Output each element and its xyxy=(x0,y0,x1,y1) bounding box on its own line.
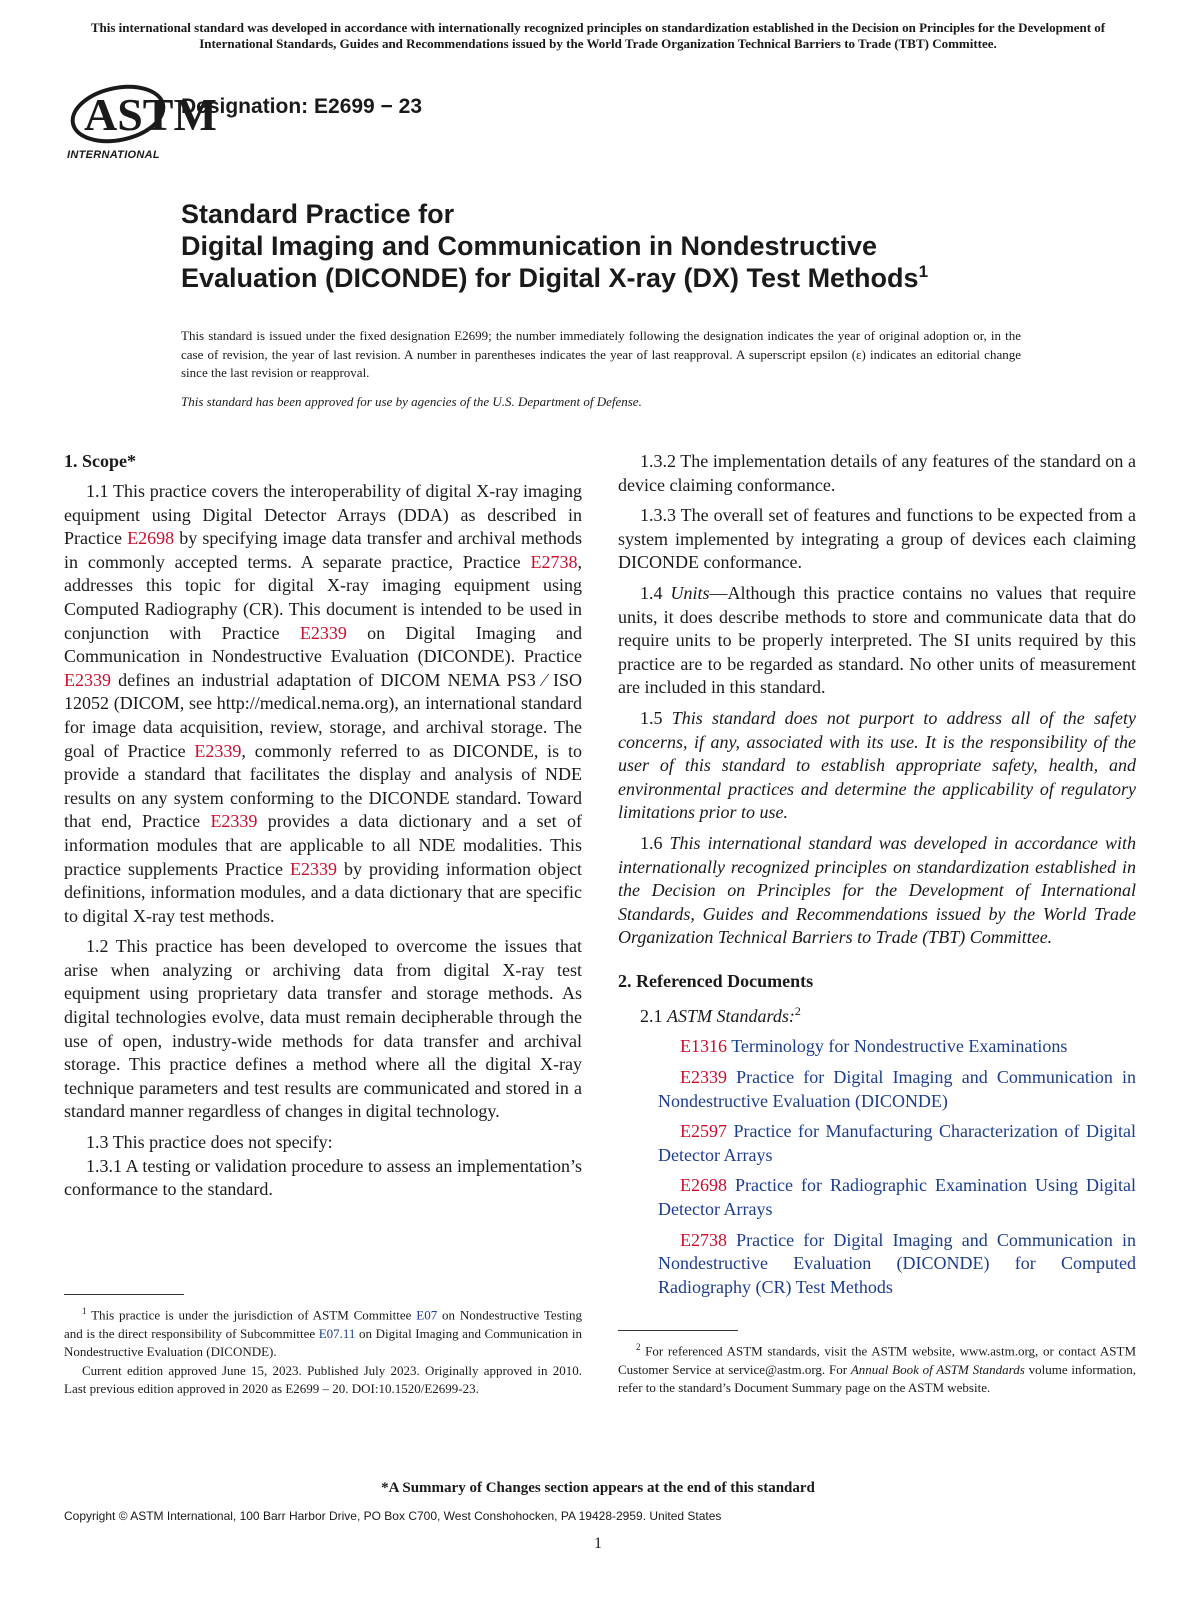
scope-heading: 1. Scope* xyxy=(64,451,136,471)
para-1-3: 1.3 This practice does not specify: xyxy=(86,1132,333,1153)
page-number: 1 xyxy=(594,1535,602,1552)
reference-item[interactable]: E2738 Practice for Digital Imaging and Communication in Nondestructive Evaluation (DICONDE) for Computed Radiography (CR) Test Methods xyxy=(658,1229,1136,1297)
logo-international: INTERNATIONAL xyxy=(67,149,160,161)
para-1-1: 1.1 This practice covers the interoperability of digital X-ray imaging equipment using Digital Detector Arrays (DDA) as described in Practice E2698 by specifying image data transfer and archival methods in commonly accepted terms. A separate practice, Practice E2738, addresses this topic for digital X-ray imaging equipment using Computed Radiography (CR). This document is intended to be used in conjunction with Practice E2339 on Digital Imaging and Communication in Nondestructive Evaluation (DICONDE). Practice E2339 defines an industrial adaptation of DICOM NEMA PS3 ⁄ ISO 12052 (DICOM, see http://medical.nema.org), an international standard for image data acquisition, review, storage, and archival storage. The goal of Practice E2339, commonly referred to as DICONDE, is to provide a standard that facilitates the display and analysis of NDE results on any system conforming to the DICONDE standard. Toward that end, Practice E2339 provides a data dictionary and a set of information modules that are applicable to all NDE modalities. This practice supplements Practice E2339 by providing information object definitions, information modules, and a data dictionary that are specific to digital X-ray test methods. xyxy=(64,481,583,926)
title-line-3 xyxy=(181,262,1081,294)
para-1-3-2: 1.3.2 The implementation details of any features of the standard on a device claiming conformance. xyxy=(618,451,1136,495)
referenced-documents-heading: 2. Referenced Documents xyxy=(618,970,814,991)
ref-link-e2339[interactable]: E2339 xyxy=(210,811,258,832)
para-1-5: 1.5 This standard does not purport to address all of the safety concerns, if any, associated with its use. It is the responsibility of the user of this standard to establish appropriate safety, health, and environmental practices and determine the applicability of regulatory limitations prior to use. xyxy=(618,707,1137,823)
title-line-1: Standard Practice for xyxy=(181,199,455,229)
title-footnote-mark: 1 xyxy=(918,262,929,281)
copyright-line: Copyright © ASTM International, 100 Barr Harbor Drive, PO Box C700, West Conshohocken, PA 19428-2959. United States xyxy=(64,1509,722,1523)
committee-link-e07[interactable]: E07 xyxy=(416,1307,438,1323)
right-column xyxy=(618,450,1136,1306)
para-1-6: 1.6 This international standard was developed in accordance with internationally recognized principles on standardization established in the Decision on Principles for the Development of International Standards, Guides and Recommendations issued by the World Trade Organization Technical Barriers to Trade (TBT) Committee. xyxy=(618,832,1136,948)
footnote-2: $^2$ For referenced ASTM standards, visit the ASTM website, www.astm.org, or contact ASTM Customer Service at service@astm.org. For Annual Book of ASTM Standards volume information, refer to the standard’s Document Summary page on the ASTM website. xyxy=(618,1342,1137,1396)
document-title xyxy=(181,198,1081,294)
wto-notice: This international standard was developed in accordance with internationally recognized principles on standardization established in the Decision on Principles for the Development of International Standards, Guides and Recommendations issued by the World Trade Organization Technical Barriers to Trade (TBT) Committee. xyxy=(90,20,1106,51)
ref-link-e2738[interactable]: E2738 xyxy=(530,551,578,572)
reference-item[interactable]: E1316 Terminology for Nondestructive Examinations xyxy=(680,1036,1068,1057)
ref-link-e2339[interactable]: E2339 xyxy=(64,669,111,690)
para-1-4: 1.4 Units—Although this practice contains no values that require units, it does describe methods to store and communicate data that do require units to be properly interpreted. The SI units required by this practice are to be regarded as standard. No other units of measurement are included in this standard. xyxy=(618,582,1137,698)
ref-link-e2339[interactable]: E2339 xyxy=(194,740,242,761)
summary-of-changes-note: *A Summary of Changes section appears at the end of this standard xyxy=(381,1480,815,1496)
left-column xyxy=(64,450,582,1209)
subcommittee-link-e0711[interactable]: E07.11 xyxy=(318,1325,356,1341)
para-1-2: 1.2 This practice has been developed to overcome the issues that arise when analyzing or archiving data from digital X-ray test equipment using proprietary data transfer and storage methods. As digital technologies evolve, data must remain decipherable through the use of open, industry-wide methods for data transfer and archival storage. This practice defines a method where all the digital X-ray technique parameters and test results are communicated and stored in a standard manner regardless of changes in digital technology. xyxy=(64,936,582,1122)
dod-approval-note: This standard has been approved for use by agencies of the U.S. Department of Defense. xyxy=(181,394,642,409)
para-1-3-1: 1.3.1 A testing or validation procedure to assess an implementation’s conformance to the standard. xyxy=(64,1155,582,1200)
logo-mark: ASTM xyxy=(84,89,217,140)
reference-list xyxy=(618,1035,1136,1299)
issuance-note: This standard is issued under the fixed designation E2699; the number immediately following the designation indicates the year of original adoption or, in the case of revision, the year of last revision. A number in parentheses indicates the year of last reapproval. A superscript epsilon (ε) indicates an editorial change since the last revision or reapproval. xyxy=(181,328,1021,380)
reference-item[interactable]: E2339 Practice for Digital Imaging and Communication in Nondestructive Evaluation (DICONDE) xyxy=(658,1067,1136,1111)
para-1-3-3: 1.3.3 The overall set of features and functions to be expected from a system implemented by integrating a group of devices each claiming DICONDE conformance. xyxy=(618,505,1136,573)
title-line-3-text: Evaluation (DICONDE) for Digital X-ray (DX) Test Methods xyxy=(181,263,919,293)
footnote-rule-right xyxy=(618,1330,738,1331)
ref-link-e2698[interactable]: E2698 xyxy=(127,528,175,549)
astm-standards-subheading: 2.1 ASTM Standards:$^2$ xyxy=(640,1003,801,1026)
ref-link-e2339[interactable]: E2339 xyxy=(289,858,337,879)
footnote-1: $^1$ This practice is under the jurisdiction of ASTM Committee E07 on Nondestructive Testing and is the direct responsibility of Subcommittee E07.11 on Digital Imaging and Communication in Nondestructive Evaluation (DICONDE). Current edition approved June 15, 2023. Published July 2023. Originally approved in 2010. Last previous edition approved in 2020 as E2699 – 20. DOI:10.1520/E2699-23. xyxy=(64,1306,582,1396)
designation: Designation: E2699 − 23 xyxy=(181,95,423,118)
ref-link-e2339[interactable]: E2339 xyxy=(299,622,347,643)
footnote-rule-left xyxy=(64,1294,184,1295)
reference-item[interactable]: E2698 Practice for Radiographic Examination Using Digital Detector Arrays xyxy=(658,1175,1136,1220)
title-line-2: Digital Imaging and Communication in Nondestructive xyxy=(181,231,878,261)
reference-item[interactable]: E2597 Practice for Manufacturing Characterization of Digital Detector Arrays xyxy=(658,1121,1136,1165)
